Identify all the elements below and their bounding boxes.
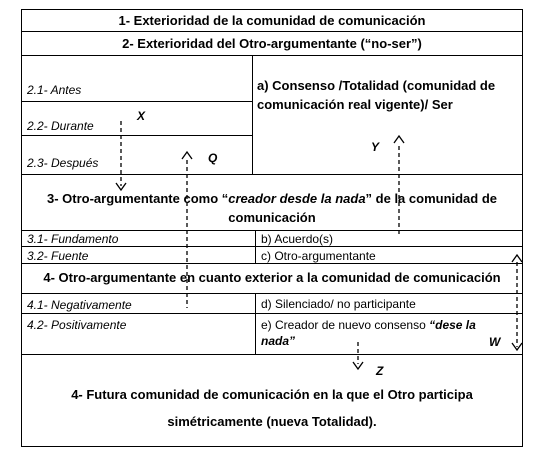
fuente-label: 3.2- Fuente: [27, 249, 89, 263]
label-w: W: [489, 335, 501, 349]
label-y: Y: [371, 140, 380, 154]
otro-arg-label: c) Otro-argumentante: [261, 249, 376, 263]
row-5-line-2: simétricamente (nueva Totalidad).: [167, 414, 377, 429]
row-5-line-1: 4- Futura comunidad de comunicación en la que el Otro participa: [71, 387, 473, 402]
acuerdo-label: b) Acuerdo(s): [261, 232, 334, 246]
silenciado-label: d) Silenciado/ no participante: [261, 297, 416, 311]
arrow-y-head: [394, 136, 404, 143]
creador-italic-1: “dese la: [429, 318, 476, 332]
durante-label: 2.2- Durante: [27, 119, 94, 133]
arrow-q-head: [182, 152, 192, 159]
label-z: Z: [376, 364, 384, 378]
despues-label: 2.3- Después: [27, 156, 99, 170]
row-3-italic: creador desde la nada: [228, 191, 366, 206]
arrow-w-head-up: [512, 255, 522, 262]
consenso-line-1: a) Consenso /Totalidad (comunidad de: [257, 78, 496, 93]
row-3-text-line-2: comunicación: [228, 210, 316, 225]
creador-line-2: nada”: [261, 334, 296, 348]
fundamento-label: 3.1- Fundamento: [27, 232, 119, 246]
row-2-text: 2- Exterioridad del Otro-argumentante (“no-ser”): [122, 36, 422, 51]
negativamente-label: 4.1- Negativamente: [27, 298, 132, 312]
row-3-part-2: ” de la comunidad de: [365, 191, 498, 206]
label-q: Q: [208, 151, 218, 165]
antes-label: 2.1- Antes: [27, 83, 82, 97]
positivamente-label: 4.2- Positivamente: [27, 318, 127, 332]
row-3-part-1: 3- Otro-argumentante como “: [46, 191, 229, 206]
row-1-text: 1- Exterioridad de la comunidad de comunicación: [118, 13, 426, 28]
row-4-text: 4- Otro-argumentante en cuanto exterior a la comunidad de comunicación: [43, 270, 501, 285]
label-x: X: [137, 109, 146, 123]
consenso-line-2: comunicación real vigente)/ Ser: [257, 97, 453, 112]
creador-part-1: e) Creador de nuevo consenso: [261, 318, 430, 332]
